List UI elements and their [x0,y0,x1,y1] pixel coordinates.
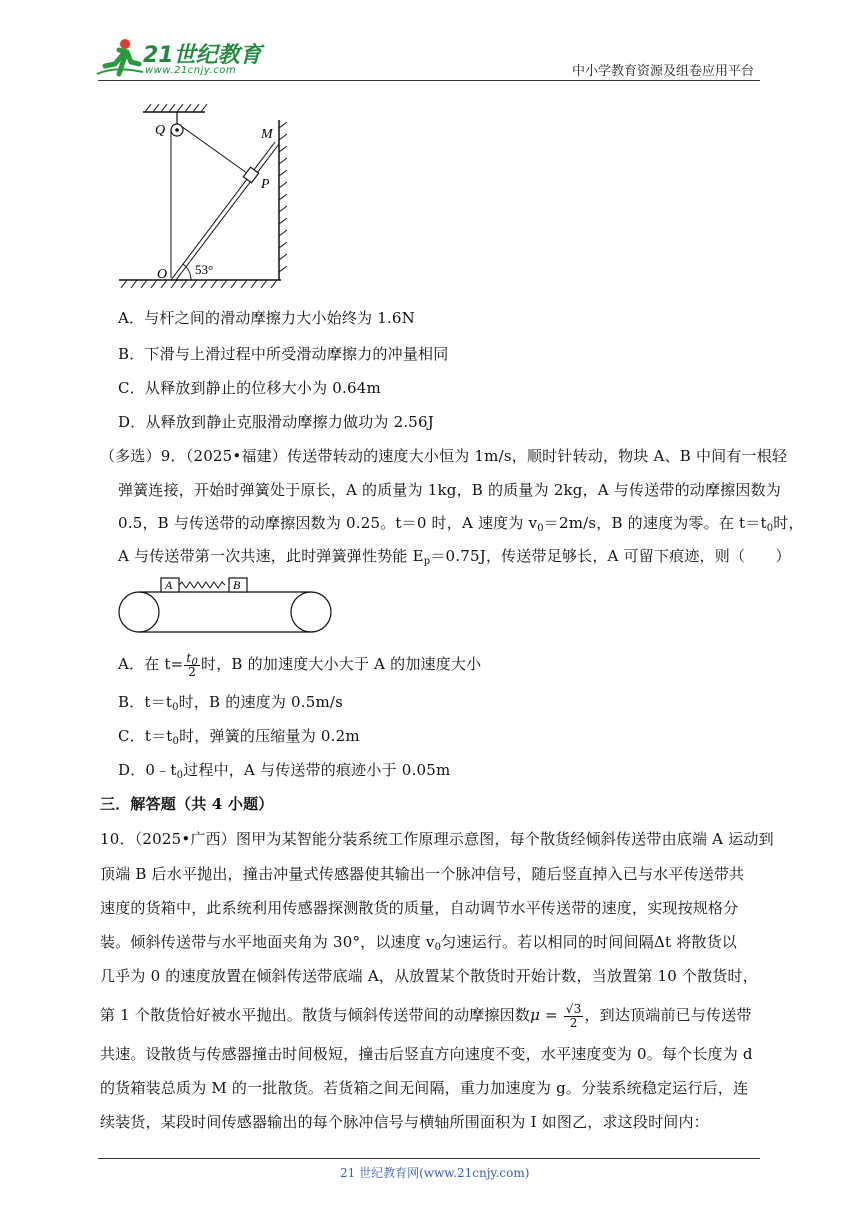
footer-divider [98,1158,760,1159]
logo-text: 21世纪教育 [143,43,262,68]
belt-label-b: B [233,578,241,592]
figure-conveyor-belt [115,574,345,638]
label-angle: 53° [195,262,214,277]
q10-line-7: 共速。设散货与传感器撞击时间极短，撞击后竖直方向速度不变，水平速度变为 0。每个长度为 d [100,1045,753,1063]
q8-option-b: B．下滑与上滑过程中所受滑动摩擦力的冲量相同 [118,345,449,363]
fraction-sqrt3-over-2: $\frac{√3}{2}$ [565,1001,582,1030]
q9-line-2: 弹簧连接，开始时弹簧处于原长，A 的质量为 1kg，B 的质量为 2kg，A 与传送带的动摩擦因数为 [118,481,782,499]
q9-line-4: A 与传送带第一次共速，此时弹簧弹性势能 $E_p=0.75J$，传送带足够长，A 可留下痕迹，则（ ） [118,547,791,567]
fraction-t0-over-2: $\frac{t_0}{2}$ [186,650,198,679]
footer-text: 21 世纪教育网(www.21cnjy.com) [340,1166,530,1180]
q10-line-6: 第 1 个散货恰好被水平抛出。散货与倾斜传送带间的动摩擦因数μ = $\frac{√3}{2}$ ，到达顶端前已与传送带 [100,1001,752,1030]
belt-label-a: A [165,578,173,592]
q10-line-8: 的货箱装总质为 M 的一批散货。若货箱之间无间隔，重力加速度为 g。分装系统稳定运行后，连 [100,1079,749,1097]
section-heading: 三．解答题（共 4 小题） [100,795,274,813]
q9-option-c: C．$t=t_0$时，弹簧的压缩量为 0.2m [118,727,360,747]
q9-option-d: D．$0﹣t_0$过程中，A 与传送带的痕迹小于 0.05m [118,761,451,781]
q9-line-1: （多选）9．（2025•福建）传送带转动的速度大小恒为 1m/s，顺时针转动，物块 A、B 中间有一根轻 [100,447,788,465]
platform-title: 中小学教育资源及组卷应用平台 [572,64,755,79]
q10-line-2: 顶端 B 后水平抛出，撞击冲量式传感器使其输出一个脉冲信号，随后竖直掉入已与水平传送带共 [100,865,745,883]
site-logo [95,36,265,80]
q10-line-3: 速度的货箱中，此系统利用传感器探测散货的质量，自动调节水平传送带的速度，实现按规格分 [100,899,739,917]
q8-option-c: C．从释放到静止的位移大小为 0.64m [118,379,381,397]
q10-line-1: 10．（2025•广西）图甲为某智能分装系统工作原理示意图，每个散货经倾斜传送带由底端 A 运动到 [100,830,774,848]
q8-option-d: D．从释放到静止克服滑动摩擦力做功为 2.56J [118,413,435,431]
q10-line-4: 装。倾斜传送带与水平地面夹角为 30°，以速度 $v_0$匀速运行。若以相同的时间间隔Δt 将散货以 [100,933,738,953]
q9-line-3: 0.5，B 与传送带的动摩擦因数为 0.25。t＝0 时，A 速度为 $v_0=2m/s$，B 的速度为零。在 $t=t_0$时， [118,514,804,534]
q9-option-a: A．在 t= $\frac{t_0}{2}$ 时，B 的加速度大小大于 A 的加速度大小 [118,650,482,679]
label-p: P [261,177,270,192]
label-q: Q [155,123,166,138]
label-o: O [157,267,168,282]
label-m: M [261,127,273,142]
q8-option-a: A．与杆之间的滑动摩擦力大小始终为 1.6N [118,309,415,327]
runner-logo-icon [95,38,145,78]
figure-rod-pulley [115,98,295,298]
q10-line-5: 几乎为 0 的速度放置在倾斜传送带底端 A，从放置某个散货时开始计数，当放置第 10 个散货时， [100,967,758,985]
q9-option-b: B．$t=t_0$时，B 的速度为 0.5m/s [118,693,344,713]
header-divider [98,80,760,81]
logo-url: www.21cnjy.com [145,65,237,76]
q10-line-9: 续装货，某段时间传感器输出的每个脉冲信号与横轴所围面积为 I 如图乙，求这段时间内： [100,1113,709,1131]
